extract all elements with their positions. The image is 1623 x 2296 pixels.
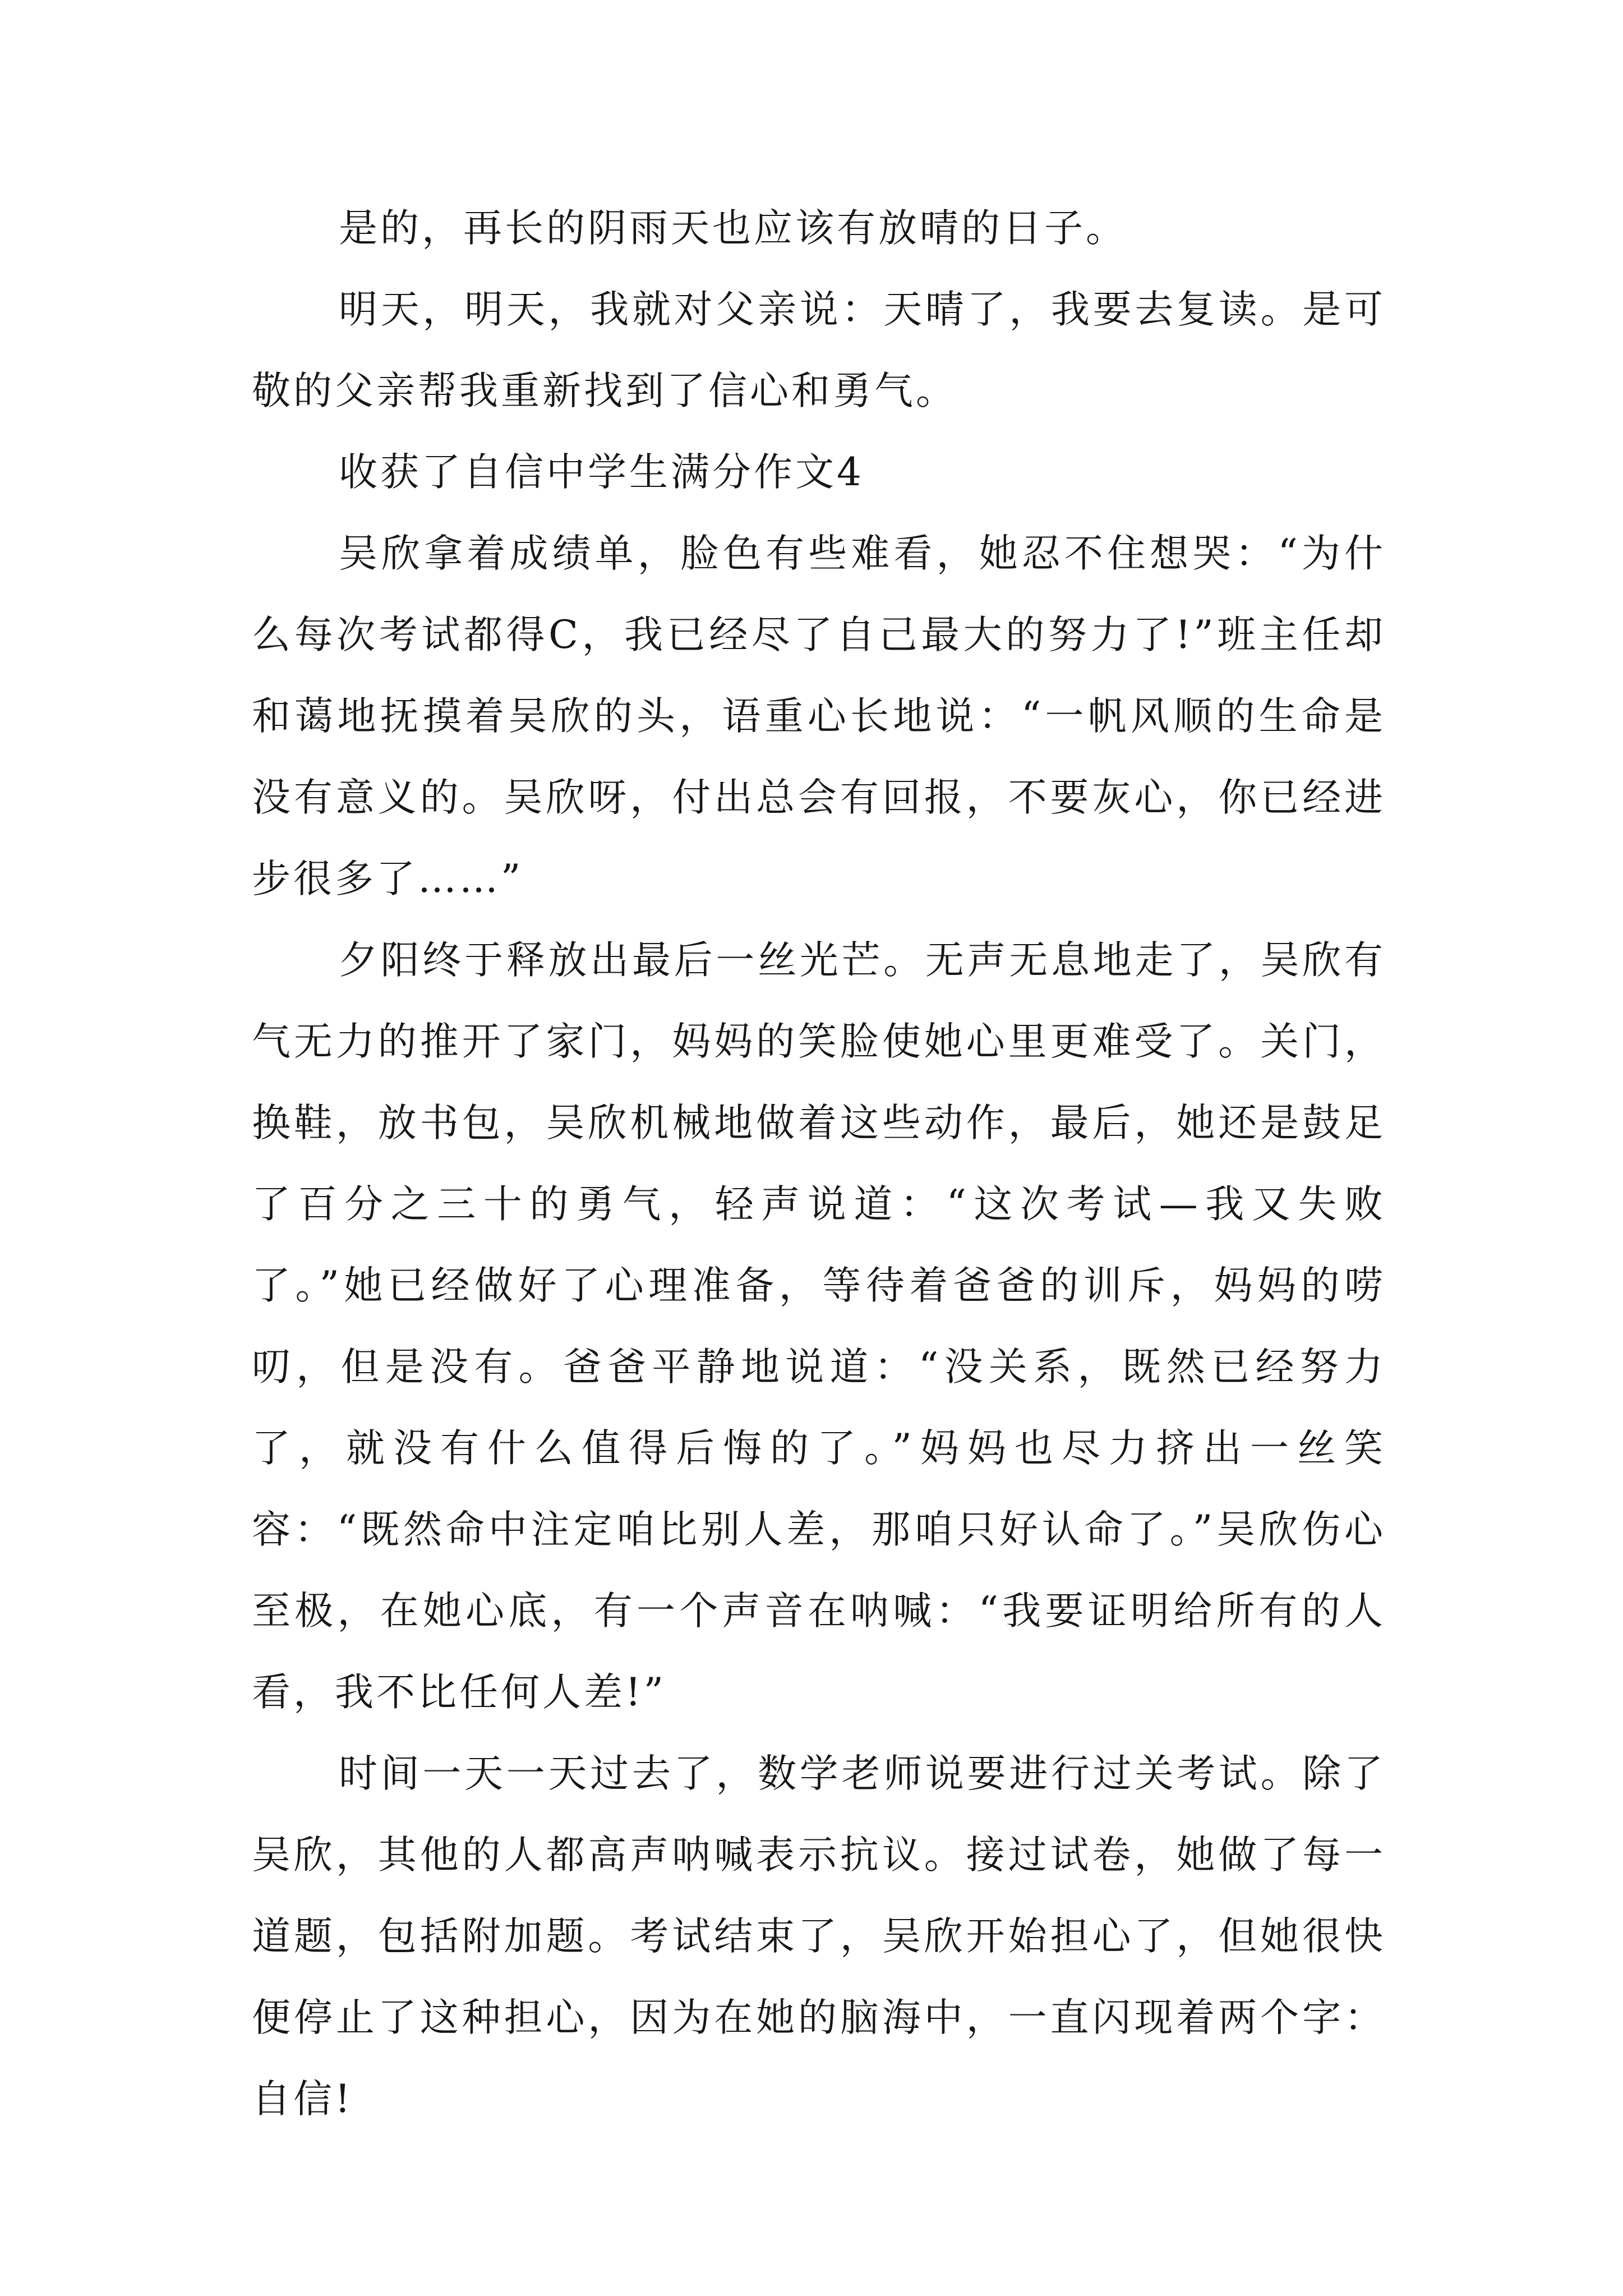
document-body [252, 188, 1386, 2140]
paragraph-exam: 时间一天一天过去了，数学老师说要进行过关考试。除了吴欣，其他的人都高声呐喊表示抗议。接过试卷，她做了每一道题，包括附加题。考试结束了，吴欣开始担心了，但她很快便停止了这种担心，因为在她的脑海中，一直闪现着两个字：自信! [252, 1751, 1386, 2122]
paragraph-sunset: 夕阳终于释放出最后一丝光芒。无声无息地走了，吴欣有气无力的推开了家门，妈妈的笑脸使她心里更难受了。关门，换鞋，放书包，吴欣机械地做着这些动作，最后，她还是鼓足了百分之三十的勇气，轻声说道：“这次考试—我又失败了。”她已经做好了心理准备，等待着爸爸的训斥，妈妈的唠叨，但是没有。爸爸平静地说道：“没关系，既然已经努力了，就没有什么值得后悔的了。”妈妈也尽力挤出一丝笑容：“既然命中注定咱比别人差，那咱只好认命了。”吴欣伤心至极，在她心底，有一个声音在呐喊：“我要证明给所有的人看，我不比任何人差!” [252, 938, 1386, 1715]
paragraph-closing-line: 是的，再长的阴雨天也应该有放晴的日子。 [339, 206, 1127, 251]
paragraph-report-card: 吴欣拿着成绩单，脸色有些难看，她忍不住想哭：“为什么每次考试都得C，我已经尽了自己最大的努力了!”班主任却和蔼地抚摸着吴欣的头，语重心长地说：“一帆风顺的生命是没有意义的。吴欣呀，付出总会有回报，不要灰心，你已经进步很多了……” [252, 531, 1386, 901]
paragraph-tomorrow: 明天，明天，我就对父亲说：天晴了，我要去复读。是可敬的父亲帮我重新找到了信心和勇气。 [252, 287, 1386, 413]
essay-heading: 收获了自信中学生满分作文4 [339, 450, 864, 495]
